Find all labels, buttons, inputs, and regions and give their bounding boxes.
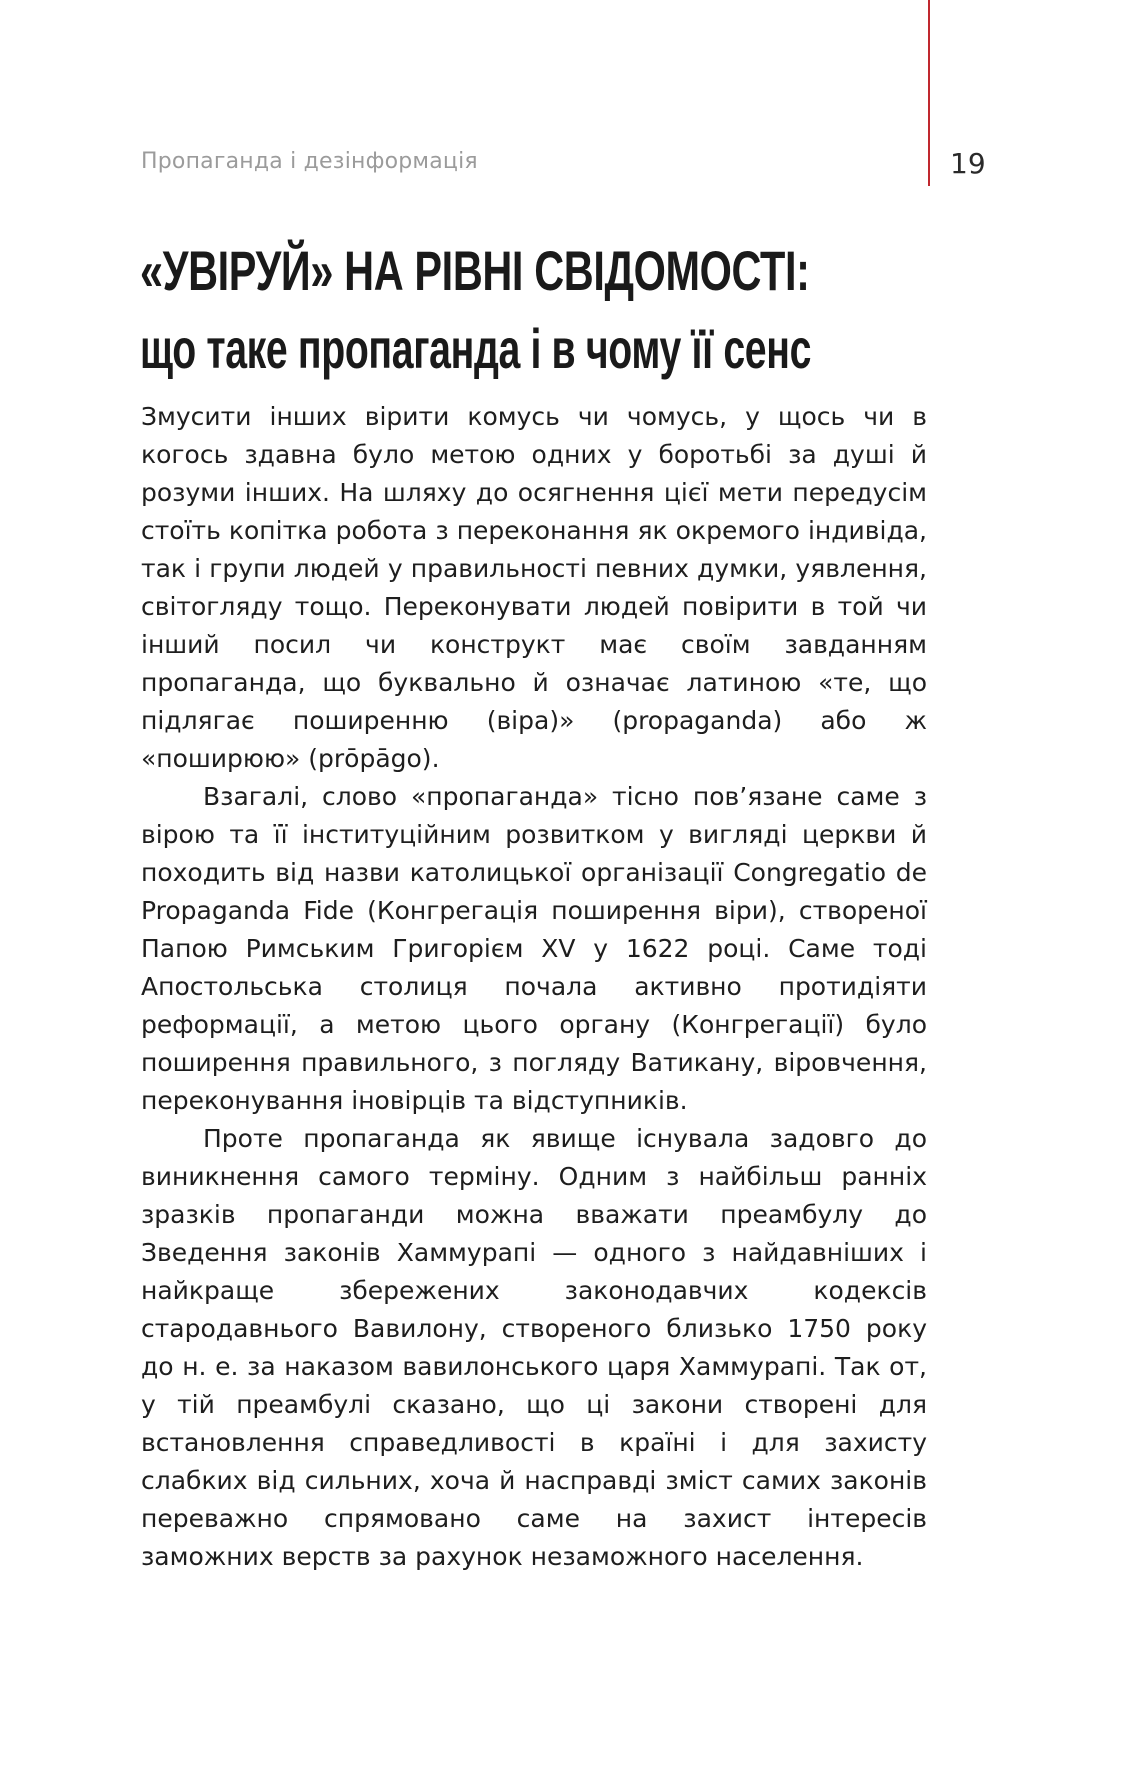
page-number: 19 <box>950 147 986 180</box>
body-text <box>141 398 927 1576</box>
paragraph-3: Проте пропаганда як явище існувала задовго до виникнення самого терміну. Одним з найбільш ранніх зразків пропаганди можна вважати преамбулу до Зведення законів Хаммурапі — одного з найдавніших і найкраще збережених законодавчих кодексів стародавнього Вавилону, створеного близько 1750 року до н. е. за наказом вавилонського царя Хаммурапі. Так от, у тій преамбулі сказано, що ці закони створені для встановлення справедливості в країні і для захисту слабких від сильних, хоча й насправді зміст самих законів переважно спрямовано саме на захист інтересів заможних верств за рахунок незаможного населення. <box>141 1124 927 1571</box>
paragraph-2: Взагалі, слово «пропаганда» тісно пов’язане саме з вірою та її інституційним розвитком у вигляді церкви й походить від назви католицької організації Congregatio de Propaganda Fide (Конгрегація поширення віри), створеної Папою Римським Григорієм XV у 1622 році. Саме тоді Апостольська столиця почала активно протидіяти реформації, а метою цього органу (Конгрегації) було поширення правильного, з погляду Ватикану, віровчення, переконування іновірців та відступників. <box>141 782 927 1115</box>
paragraph-1: Змусити інших вірити комусь чи чомусь, у щось чи в когось здавна було метою одних у боротьбі за душі й розуми інших. На шляху до осягнення цієї мети передусім стоїть копітка робота з переконання як окремого індивіда, так і групи людей у правильності певних думки, уявлення, світогляду тощо. Переконувати людей повірити в той чи інший посил чи конструкт має своїм завданням пропаганда, що буквально й означає латиною «те, що підлягає поширенню (віра)» (propaganda) або ж «поширюю» (prōpāgo). <box>141 402 927 773</box>
chapter-title <box>140 232 960 388</box>
chapter-title-line-1: «УВІРУЙ» НА РІВНІ СВІДОМОСТІ: <box>140 239 810 302</box>
chapter-title-line-2: що таке пропаганда і в чому її сенс <box>140 317 812 380</box>
running-head: Пропаганда і дезінформація <box>141 149 478 174</box>
margin-rule <box>928 0 930 186</box>
